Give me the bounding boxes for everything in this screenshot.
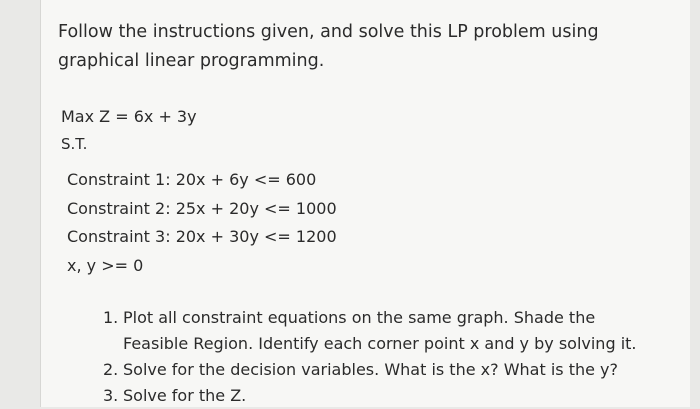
task-number: 3. bbox=[103, 386, 119, 405]
constraint-2: Constraint 2: 25x + 20y <= 1000 bbox=[67, 198, 337, 218]
task-number: 2. bbox=[103, 360, 119, 379]
task-number: 1. bbox=[103, 308, 119, 327]
constraint-list bbox=[67, 166, 337, 280]
constraint-3: Constraint 3: 20x + 30y <= 1200 bbox=[67, 227, 337, 246]
task-item bbox=[103, 383, 663, 409]
non-negativity-constraint: x, y >= 0 bbox=[67, 255, 144, 275]
task-text: Plot all constraint equations on the same graph. Shade the Feasible Region. Identify each corner point x and y by solving it. bbox=[123, 308, 637, 353]
constraint-1: Constraint 1: 20x + 6y <= 600 bbox=[67, 170, 317, 189]
task-item bbox=[103, 305, 663, 357]
task-text: Solve for the decision variables. What is the x? What is the y? bbox=[123, 360, 618, 379]
problem-card bbox=[40, 0, 690, 407]
task-list bbox=[103, 305, 663, 409]
task-text: Solve for the Z. bbox=[123, 386, 247, 405]
objective-function: Max Z = 6x + 3y bbox=[61, 107, 197, 126]
subject-to-label: S.T. bbox=[61, 135, 88, 153]
instructions-text: Follow the instructions given, and solve this LP problem using graphical linear programming. bbox=[58, 22, 599, 71]
task-item bbox=[103, 357, 663, 383]
